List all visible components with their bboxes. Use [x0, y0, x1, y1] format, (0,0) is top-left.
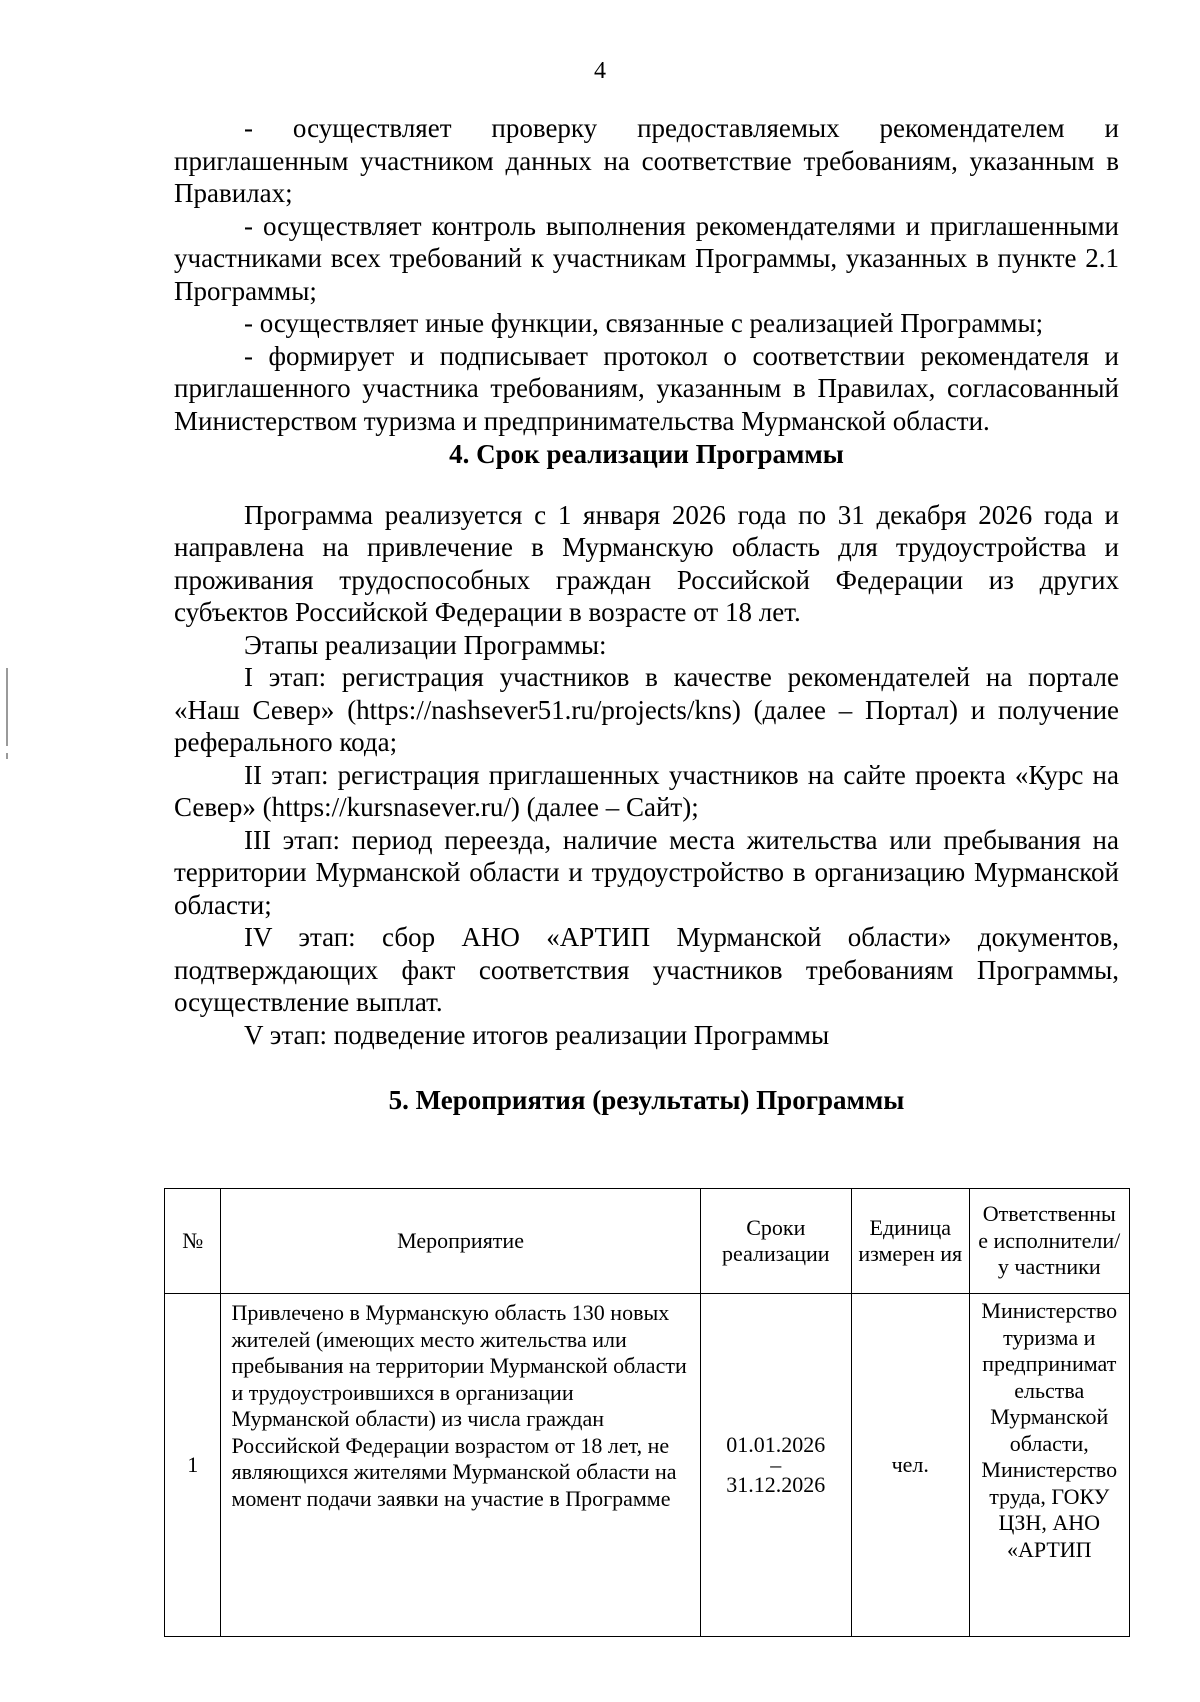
header-unit: Единица измерен ия — [852, 1189, 970, 1294]
paragraph: V этап: подведение итогов реализации Программы — [244, 1019, 830, 1050]
table-header-row — [165, 1189, 1130, 1294]
paragraph: - формирует и подписывает протокол о соответствии рекомендателя и приглашенного участника требованиям, указанным в Правилах, согласованный Министерством туризма и предпринимательства Мурманской области. — [174, 340, 1119, 436]
events-table-container — [164, 1188, 1130, 1637]
paragraph: - осуществляет контроль выполнения рекомендателями и приглашенными участниками всех требований к участникам Программы, указанных в пункте 2.1 Программы; — [174, 210, 1119, 306]
header-dates: Сроки реализации — [700, 1189, 851, 1294]
cell-dates — [700, 1294, 851, 1637]
paragraph: II этап: регистрация приглашенных участников на сайте проекта «Курс на Север» (https://kursnasever.ru/) (далее – Сайт); — [174, 759, 1119, 822]
page-number: 4 — [594, 58, 606, 84]
paragraph: I этап: регистрация участников в качестве рекомендателей на портале «Наш Север» (https://nashsever51.ru/projects/kns) (далее – Портал) и получение реферального кода; — [174, 662, 1119, 757]
document-body — [174, 112, 1119, 1117]
date-start: 01.01.2026 — [726, 1431, 826, 1457]
paragraph: - осуществляет проверку предоставляемых рекомендателем и приглашенным участником данных на соответствие требованиям, указанным в Правилах; — [174, 113, 1119, 208]
date-end: 31.12.2026 — [726, 1472, 826, 1497]
section-heading: 5. Мероприятия (результаты) Программы — [388, 1085, 905, 1115]
cell-num: 1 — [165, 1294, 221, 1637]
header-num: № — [165, 1189, 221, 1294]
paragraph: IV этап: сбор АНО «АРТИП Мурманской области» документов, подтверждающих факт соответствия участников требованиям Программы, осуществление выплат. — [174, 922, 1119, 1017]
scan-margin-mark — [6, 668, 8, 746]
cell-responsible: Министерство туризма и предпринимат ельства Мурманской области, Министерство труда, ГОКУ ЦЗН, АНО «АРТИП — [969, 1294, 1129, 1637]
cell-event: Привлечено в Мурманскую область 130 новых жителей (имеющих место жительства или пребывания на территории Мурманской области и трудоустроившихся в организации Мурманской области) из числа граждан Российской Федерации возрастом от 18 лет, не являющихся жителями Мурманской области на момент подачи заявки на участие в Программе — [221, 1294, 700, 1637]
table-row — [165, 1294, 1130, 1637]
paragraph: Этапы реализации Программы: — [244, 629, 607, 660]
section-heading: 4. Срок реализации Программы — [449, 439, 844, 469]
header-event: Мероприятие — [221, 1189, 700, 1294]
paragraph: III этап: период переезда, наличие места жительства или пребывания на территории Мурманской области и трудоустройство в организацию Мурманской области; — [174, 824, 1119, 920]
date-separator: – — [770, 1452, 782, 1477]
paragraph: Программа реализуется с 1 января 2026 года по 31 декабря 2026 года и направлена на привлечение в Мурманскую область для трудоустройства и проживания трудоспособных граждан Российской Федерации из других субъектов Российской Федерации в возрасте от 18 лет. — [174, 499, 1119, 627]
cell-unit: чел. — [852, 1294, 970, 1637]
events-table — [164, 1188, 1130, 1637]
header-responsible: Ответственны е исполнители/у частники — [969, 1189, 1129, 1294]
scan-margin-mark — [6, 753, 8, 759]
paragraph: - осуществляет иные функции, связанные с реализацией Программы; — [244, 308, 1044, 338]
